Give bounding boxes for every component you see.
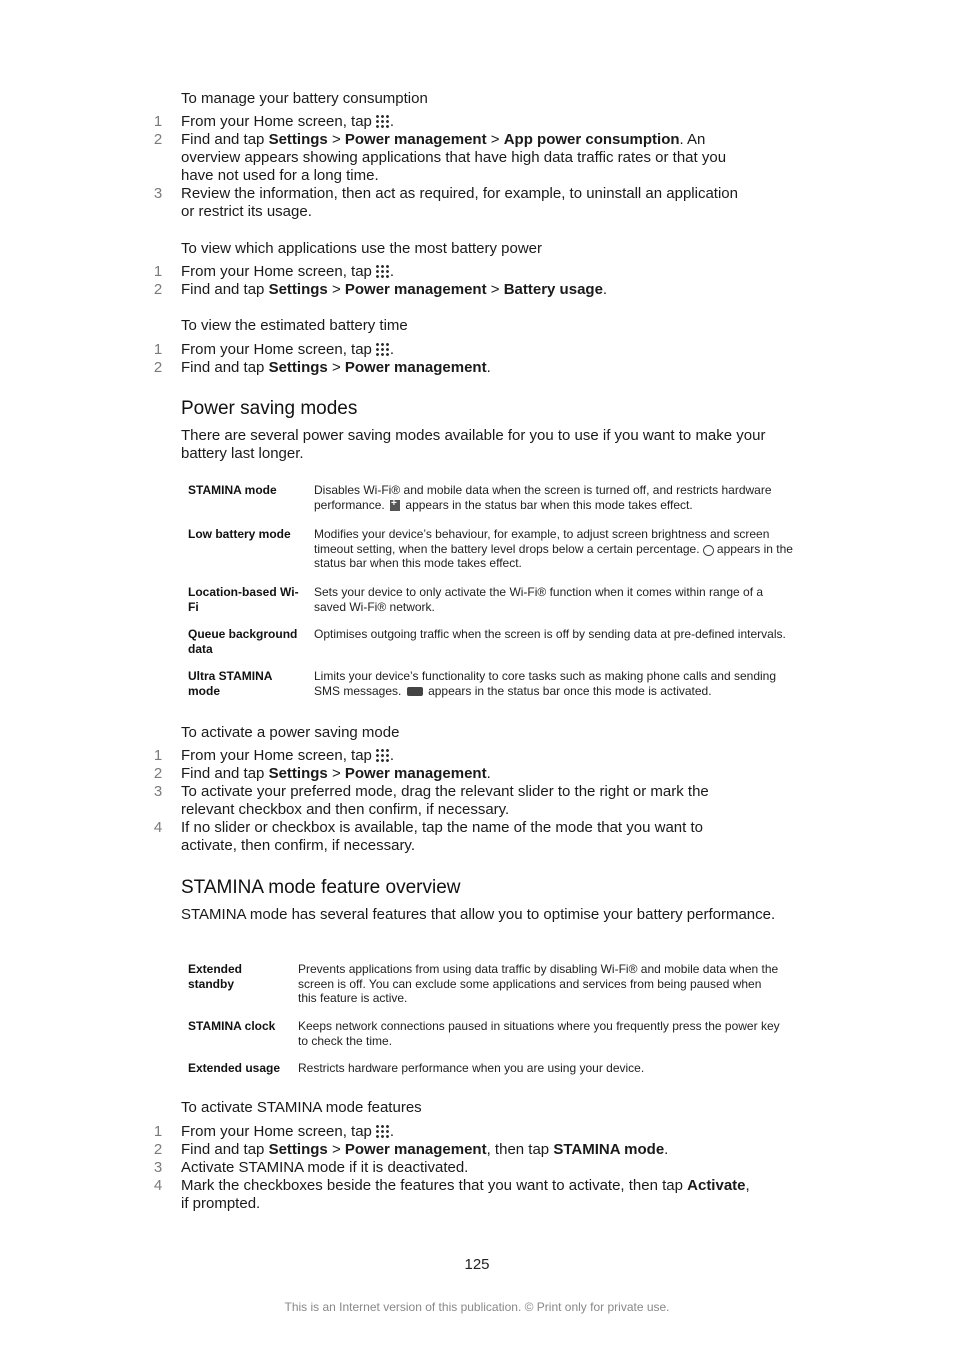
battery-card-icon (407, 687, 423, 696)
feature-term: STAMINA clock (188, 1019, 276, 1033)
step-number: 3 (153, 185, 163, 202)
step-number: 1 (153, 341, 163, 358)
step-text: Mark the checkboxes beside the features that you want to activate, then tap (181, 1177, 683, 1194)
step-number: 1 (153, 1123, 163, 1140)
step-number: 4 (153, 1177, 163, 1194)
mode-description: Disables Wi-Fi® and mobile data when the screen is turned off, and restricts hardware performance. (314, 483, 772, 512)
step-text: Find and tap (181, 281, 265, 298)
step-text: Activate STAMINA mode if it is deactivated. (181, 1159, 469, 1176)
intro-paragraph: There are several power saving modes available for you to use if you want to make your battery last longer. (181, 427, 766, 462)
power-management-link: Power management (344, 131, 487, 148)
footer-note: This is an Internet version of this publication. © Print only for private use. (284, 1300, 670, 1314)
step-number: 3 (153, 1159, 163, 1176)
step-text: To activate your preferred mode, drag the relevant slider to the right or mark the relevant checkbox and then confirm, if necessary. (181, 783, 709, 818)
separator: > (331, 131, 341, 148)
apps-grid-icon (375, 1124, 390, 1139)
step-text: . (664, 1141, 669, 1158)
activate-link: Activate (687, 1177, 746, 1194)
intro-paragraph: STAMINA mode has several features that allow you to optimise your battery performance. (181, 906, 776, 923)
mode-description: Optimises outgoing traffic when the screen is off by sending data at pre-defined intervals. (314, 627, 786, 641)
step-text: Review the information, then act as required, for example, to uninstall an application or restrict its usage. (181, 185, 738, 220)
step-number: 2 (153, 281, 163, 298)
section-title-battery-time: To view the estimated battery time (181, 317, 408, 334)
apps-grid-icon (375, 114, 390, 129)
step-text: . (486, 765, 491, 782)
step-text: From your Home screen, tap (181, 747, 372, 764)
section-title-battery-power: To view which applications use the most battery power (181, 240, 543, 257)
step-text: Find and tap (181, 1141, 265, 1158)
apps-grid-icon (375, 342, 390, 357)
step-text: From your Home screen, tap (181, 1123, 372, 1140)
step-text: . An overview appears showing applications that have high data traffic rates or that you have not used for a long time. (181, 131, 727, 184)
step-text: . (389, 747, 395, 764)
separator: > (331, 1141, 341, 1158)
feature-term: Extended usage (188, 1061, 281, 1075)
settings-link: Settings (268, 1141, 328, 1158)
mode-term: Ultra STAMINA mode (188, 669, 272, 698)
settings-link: Settings (268, 281, 328, 298)
stamina-mode-link: STAMINA mode (553, 1141, 665, 1158)
step-text: , then tap (486, 1141, 550, 1158)
feature-description: Restricts hardware performance when you are using your device. (298, 1061, 645, 1075)
power-management-link: Power management (344, 359, 487, 376)
mode-term: STAMINA mode (188, 483, 277, 497)
step-text: From your Home screen, tap (181, 113, 372, 130)
step-text: Find and tap (181, 359, 265, 376)
step-number: 1 (153, 263, 163, 280)
step-number: 1 (153, 747, 163, 764)
step-text: If no slider or checkbox is available, tap the name of the mode that you want to activate, then confirm, if necessary. (181, 819, 703, 854)
separator: > (331, 359, 341, 376)
section-title-activate-mode: To activate a power saving mode (181, 724, 400, 741)
step-text: From your Home screen, tap (181, 263, 372, 280)
step-text: . (389, 263, 395, 280)
step-text: Find and tap (181, 131, 265, 148)
settings-link: Settings (268, 131, 328, 148)
step-number: 1 (153, 113, 163, 130)
step-number: 2 (153, 359, 163, 376)
separator: > (331, 281, 341, 298)
battery-usage-link: Battery usage (503, 281, 603, 298)
app-power-consumption-link: App power consumption (503, 131, 680, 148)
section-title-battery-consumption: To manage your battery consumption (181, 90, 428, 107)
step-text: . (389, 341, 395, 358)
power-management-link: Power management (344, 281, 487, 298)
mode-description: Limits your device’s functionality to core tasks such as making phone calls and sending SMS messages. (314, 669, 777, 698)
mode-term: Location-based Wi-Fi (188, 585, 299, 614)
step-text: . (389, 113, 395, 130)
step-text: , if prompted. (181, 1177, 750, 1212)
mode-description: appears in the status bar once this mode is activated. (428, 683, 712, 698)
mode-description: appears in the status bar when this mode takes effect. (314, 541, 793, 570)
feature-description: Prevents applications from using data traffic by disabling Wi-Fi® and mobile data when the screen is off. You can exclude some applications and services from being paused when this feature is active. (298, 962, 779, 1005)
settings-link: Settings (268, 359, 328, 376)
heading-stamina-overview: STAMINA mode feature overview (181, 877, 461, 898)
settings-link: Settings (268, 765, 328, 782)
step-number: 3 (153, 783, 163, 800)
step-number: 4 (153, 819, 163, 836)
step-number: 2 (153, 1141, 163, 1158)
stamina-plus-icon (390, 500, 400, 511)
feature-term: Extended standby (188, 962, 243, 991)
mode-term: Low battery mode (188, 527, 291, 541)
apps-grid-icon (375, 748, 390, 763)
mode-description: appears in the status bar when this mode takes effect. (405, 497, 693, 512)
leaf-icon (703, 545, 714, 556)
step-text: From your Home screen, tap (181, 341, 372, 358)
separator: > (331, 765, 341, 782)
apps-grid-icon (375, 264, 390, 279)
separator: > (490, 281, 500, 298)
separator: > (490, 131, 500, 148)
step-text: . (389, 1123, 395, 1140)
mode-description: Sets your device to only activate the Wi-Fi® function when it comes within range of a saved Wi-Fi® network. (314, 585, 764, 614)
step-number: 2 (153, 765, 163, 782)
mode-description: Modifies your device’s behaviour, for example, to adjust screen brightness and screen timeout setting, when the battery level drops below a certain percentage. (314, 527, 770, 556)
power-management-link: Power management (344, 1141, 487, 1158)
mode-term: Queue background data (188, 627, 298, 656)
step-text: Find and tap (181, 765, 265, 782)
step-text: . (486, 359, 491, 376)
power-management-link: Power management (344, 765, 487, 782)
section-title-activate-stamina: To activate STAMINA mode features (181, 1099, 422, 1116)
heading-power-saving-modes: Power saving modes (181, 398, 358, 419)
page-number: 125 (464, 1256, 490, 1273)
feature-description: Keeps network connections paused in situations where you frequently press the power key to check the time. (298, 1019, 780, 1048)
step-number: 2 (153, 131, 163, 148)
step-text: . (602, 281, 608, 298)
